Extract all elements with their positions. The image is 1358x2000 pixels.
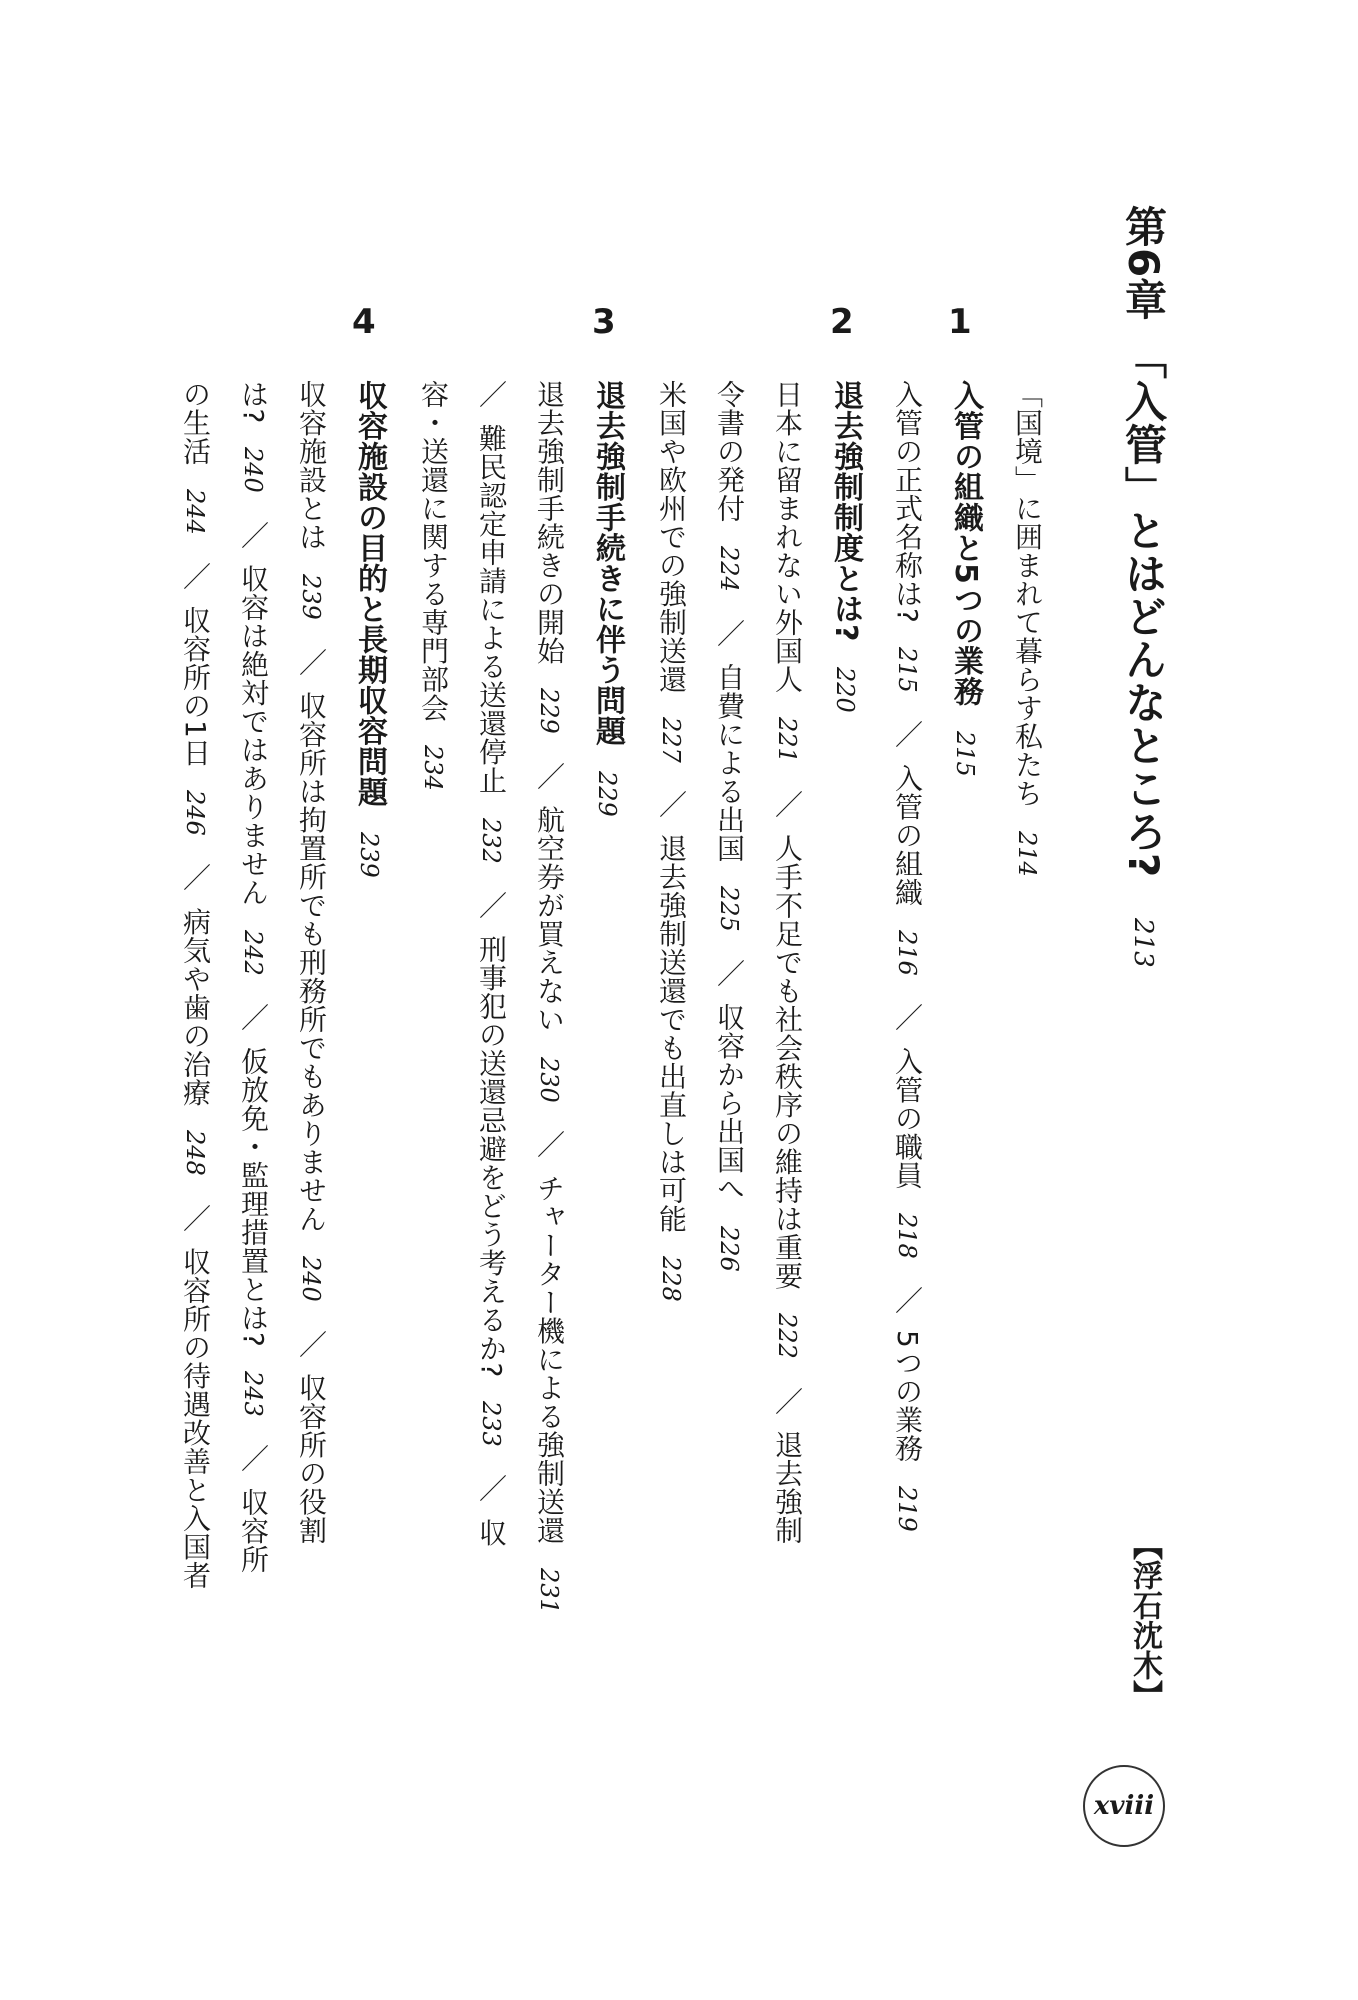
- entry-text: 収容施設とは: [295, 380, 328, 551]
- entry-text: 令書の発付: [713, 380, 746, 523]
- section-3-heading: [588, 380, 626, 827]
- entry-text: 退去強制: [771, 1430, 804, 1545]
- section-2-line-2: [710, 380, 748, 1282]
- separator-slash: ／: [237, 1443, 270, 1473]
- separator-slash: ／: [179, 562, 212, 591]
- separator-slash: ／: [655, 790, 688, 819]
- entry-text: 航空券が買えない: [533, 805, 566, 1034]
- entry-page: 233: [477, 1401, 505, 1448]
- entry-page: 222: [773, 1313, 801, 1360]
- separator-slash: ／: [533, 761, 566, 791]
- chapter-title-column: [1118, 205, 1168, 977]
- entry-page: 231: [535, 1567, 563, 1614]
- separator-slash: ／: [475, 891, 508, 920]
- entry-text: チャーター機による強制送還: [533, 1174, 566, 1545]
- section-4-line-3: [176, 380, 214, 1589]
- entry-page: 218: [893, 1212, 921, 1259]
- entry-text: 病気や歯の治療: [179, 907, 212, 1107]
- separator-slash: ／: [295, 1329, 328, 1359]
- section-page: 239: [355, 831, 383, 878]
- entry-page: 240: [297, 1256, 325, 1303]
- chapter-page: 213: [1128, 917, 1158, 968]
- section-title: 退去強制手続きに伴う問題: [590, 380, 625, 746]
- separator-slash: ／: [891, 720, 924, 749]
- section-1-line-1: [888, 380, 926, 1542]
- separator-slash: ／: [237, 1003, 270, 1032]
- entry-text: 退去強制手続きの開始: [533, 380, 566, 665]
- author-credit: 【浮石沈木】: [1127, 1530, 1162, 1710]
- entry-page: 228: [657, 1256, 685, 1303]
- section-number-2: 2: [830, 302, 854, 342]
- section-title: 入管の組織と5つの業務: [948, 380, 983, 707]
- entry-page: 244: [181, 488, 209, 535]
- entry-text: 人手不足でも社会秩序の維持は重要: [771, 834, 804, 1291]
- entry-page: 219: [893, 1485, 921, 1532]
- entry-page: 214: [1013, 830, 1041, 877]
- separator-slash: ／: [179, 863, 212, 892]
- entry-page: 226: [715, 1225, 743, 1272]
- entry-text: 収: [475, 1518, 508, 1547]
- section-4-heading: [350, 380, 388, 888]
- entry-page: 232: [477, 817, 505, 864]
- folio-text: xviii: [1093, 1791, 1155, 1821]
- entry-text: は?: [237, 380, 270, 424]
- entry-text: 「国境」に囲まれて暮らす私たち: [1011, 380, 1044, 808]
- section-4-line-1: [292, 380, 330, 1545]
- section-title: 収容施設の目的と長期収容問題: [352, 380, 387, 807]
- entry-text: 難民認定申請による送還停止: [475, 423, 508, 795]
- section-2-heading: [826, 380, 864, 723]
- entry-text: 収容から出国へ: [713, 1003, 746, 1203]
- entry-page: 242: [239, 929, 267, 976]
- entry-text: 自費による出国: [713, 663, 746, 863]
- separator-slash: ／: [891, 1286, 924, 1315]
- section-1-heading: [946, 380, 984, 787]
- entry-text: 日本に留まれない外国人: [771, 380, 804, 694]
- entry-page: 221: [773, 716, 801, 763]
- entry-page: 234: [419, 745, 447, 792]
- entry-page: 248: [181, 1130, 209, 1177]
- entry-text: 容・送還に関する専門部会: [417, 380, 450, 722]
- section-page: 220: [831, 666, 859, 713]
- section-title: 退去強制制度とは?: [828, 380, 863, 642]
- folio-page-number: [1083, 1765, 1165, 1847]
- entry-page: 246: [181, 790, 209, 837]
- entry-text: 収容所の役割: [295, 1373, 328, 1545]
- separator-slash: ／: [771, 790, 804, 819]
- entry-text: 収容は絶対ではありません: [237, 564, 270, 907]
- section-page: 215: [951, 731, 979, 778]
- section-3-line-3: [414, 380, 452, 801]
- section-3-line-2: [472, 380, 510, 1547]
- entry-text: 入管の職員: [891, 1046, 924, 1190]
- entry-text: 収容所: [237, 1487, 270, 1574]
- separator-slash: ／: [713, 619, 746, 648]
- separator-slash: ／: [713, 959, 746, 988]
- entry-page: 230: [535, 1056, 563, 1103]
- entry-text: 5つの業務: [891, 1329, 924, 1463]
- entry-page: 215: [893, 646, 921, 693]
- entry-page: 240: [239, 447, 267, 494]
- entry-text: 収容所の1日: [179, 606, 212, 767]
- entry-page: 243: [239, 1370, 267, 1417]
- entry-text: 退去強制送還でも出直しは可能: [655, 834, 688, 1234]
- section-number-3: 3: [592, 302, 616, 342]
- entry-text: 入管の正式名称は?: [891, 380, 924, 624]
- section-number-1: 1: [948, 302, 972, 342]
- section-page: 229: [593, 770, 621, 817]
- separator-slash: ／: [771, 1386, 804, 1416]
- separator-slash: ／: [891, 1003, 924, 1032]
- separator-slash: ／: [295, 647, 328, 677]
- section-2-line-1: [768, 380, 806, 1545]
- entry-page: 225: [715, 885, 743, 932]
- entry-text: 刑事犯の送還忌避をどう考えるか?: [475, 934, 508, 1378]
- section-3-line-1: [530, 380, 568, 1624]
- chapter-title: 第6章 「入管」とはどんなところ?: [1119, 205, 1168, 879]
- entry-page: 239: [297, 574, 325, 621]
- section-4-line-2: [234, 380, 272, 1573]
- entry-text: 仮放免・監理措置とは?: [237, 1046, 270, 1348]
- entry-text: 入管の組織: [891, 763, 924, 907]
- entry-page: 224: [715, 545, 743, 592]
- separator-slash: ／: [533, 1130, 566, 1159]
- entry-page: 227: [657, 716, 685, 763]
- separator-slash: ／: [475, 1474, 508, 1503]
- separator-slash: ／: [179, 1203, 212, 1233]
- section-number-4: 4: [352, 302, 376, 342]
- entry-page: 216: [893, 929, 921, 976]
- entry-page: 229: [535, 688, 563, 735]
- separator-slash: ／: [475, 380, 508, 409]
- entry-text: 米国や欧州での強制送還: [655, 380, 688, 694]
- entry-text: の生活: [179, 380, 212, 466]
- section-2-line-3: [652, 380, 690, 1312]
- entry-text: 収容所は拘置所でも刑務所でもありません: [295, 691, 328, 1234]
- section-1-intro: [1008, 380, 1046, 887]
- separator-slash: ／: [237, 520, 270, 549]
- entry-text: 収容所の待遇改善と入国者: [179, 1247, 212, 1590]
